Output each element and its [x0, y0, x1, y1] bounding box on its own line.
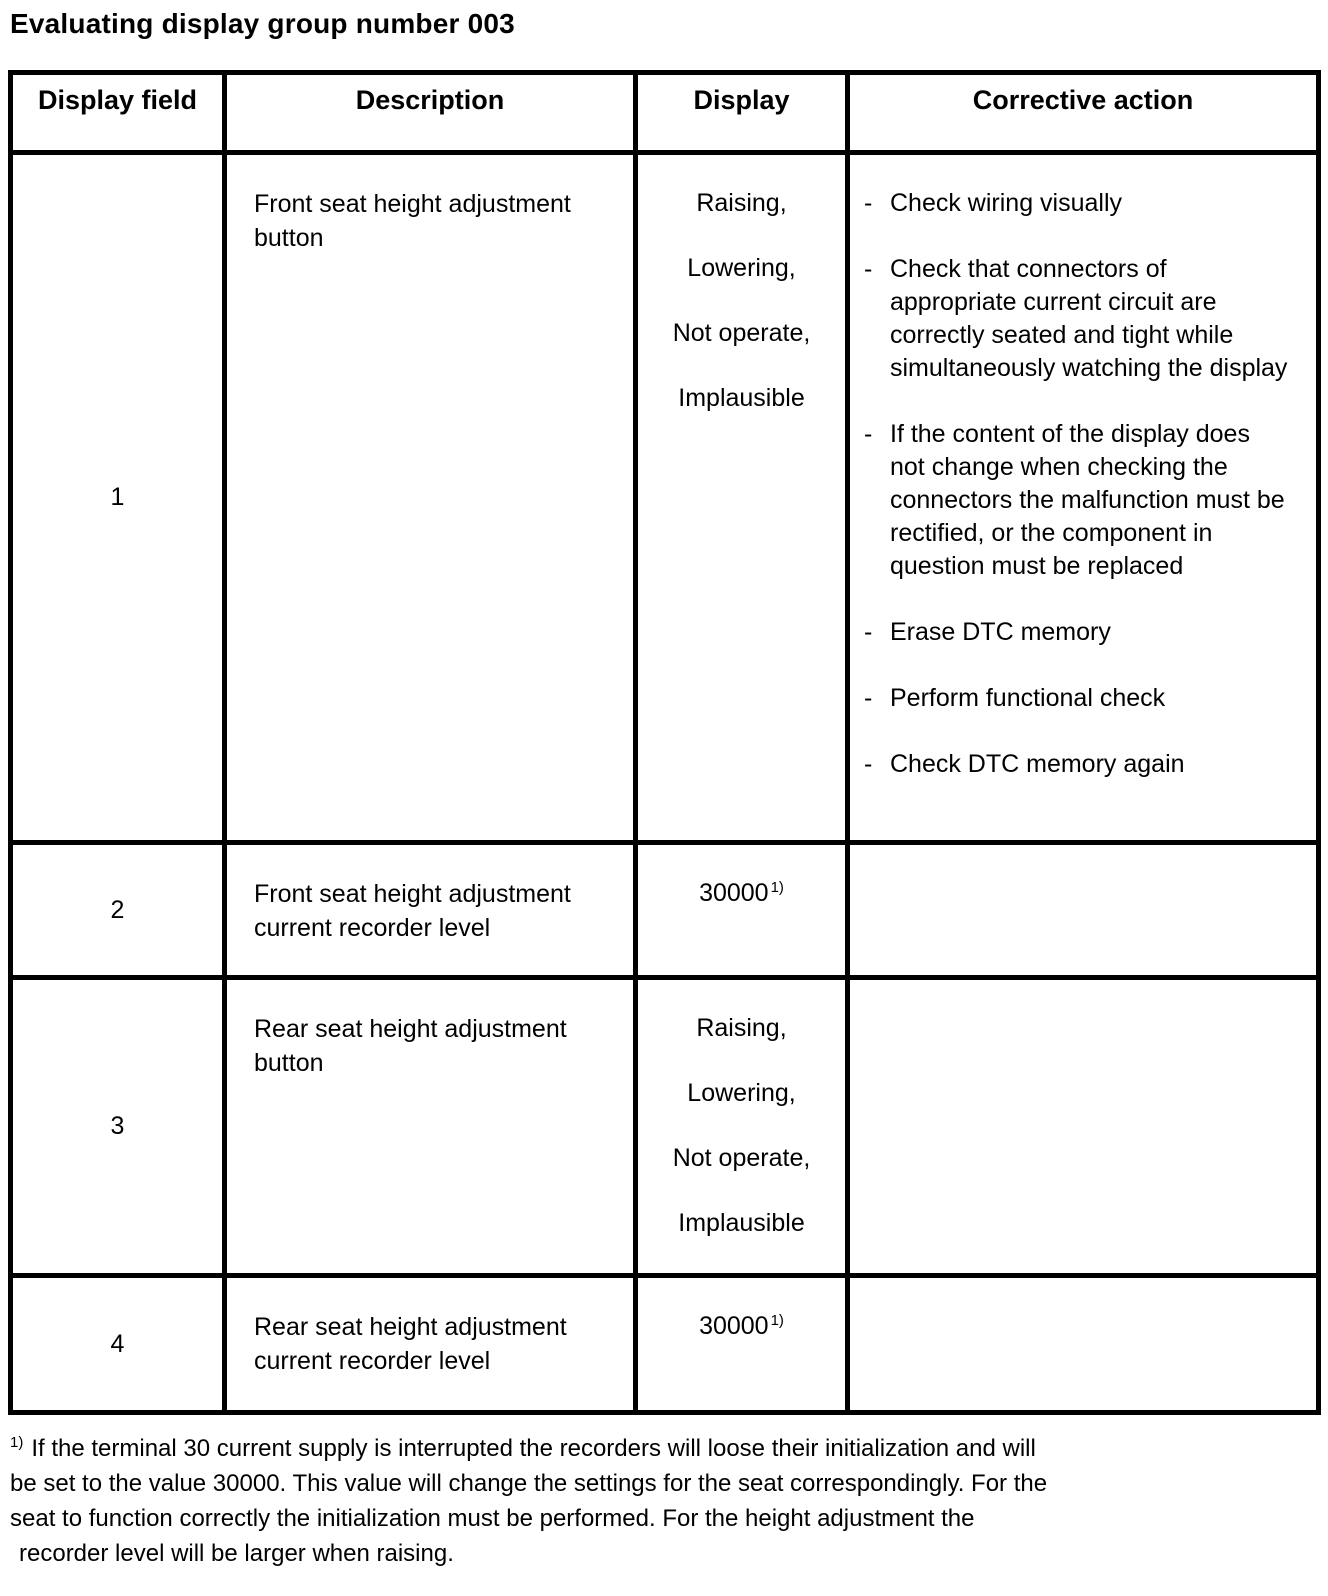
- display-item: Lowering,: [687, 254, 796, 282]
- column-header-display-field: Display field: [11, 73, 225, 153]
- corrective-action-item: [864, 682, 1288, 715]
- table-row: [11, 978, 1319, 1276]
- corrective-action-text: Check that connectors of appropriate current circuit are correctly seated and tight while simultaneously watching the display: [890, 255, 1288, 382]
- display-item: Lowering,: [687, 1079, 796, 1107]
- dash-bullet: -: [864, 684, 873, 712]
- display-field-cell: 3: [11, 978, 225, 1276]
- display-item: Implausible: [678, 1209, 805, 1237]
- corrective-action-cell: [848, 153, 1319, 843]
- corrective-action-item: [864, 616, 1288, 649]
- dash-bullet: -: [864, 750, 873, 778]
- footnote-line: be set to the value 30000. This value will change the settings for the seat correspondingly. For the: [10, 1470, 1048, 1497]
- description-cell: Front seat height adjustment button: [225, 153, 636, 843]
- dash-bullet: -: [864, 420, 873, 448]
- description-cell: Rear seat height adjustment button: [225, 978, 636, 1276]
- footnote-line: seat to function correctly the initialization must be performed. For the height adjustment the: [10, 1505, 975, 1532]
- display-cell: [636, 978, 848, 1276]
- display-field-cell: 1: [11, 153, 225, 843]
- table-body: [11, 153, 1319, 1413]
- display-field-cell: 2: [11, 843, 225, 978]
- corrective-action-item: [864, 253, 1288, 385]
- corrective-action-item: [864, 748, 1288, 781]
- corrective-action-item: [864, 187, 1288, 220]
- display-field-cell: 4: [11, 1276, 225, 1413]
- corrective-action-cell: [848, 843, 1319, 978]
- footnote-line: recorder level will be larger when raising.: [19, 1540, 454, 1567]
- column-header-display: Display: [636, 73, 848, 153]
- table-header-row: [11, 73, 1319, 153]
- display-item: Implausible: [678, 384, 805, 412]
- table-row: [11, 843, 1319, 978]
- display-item: Raising,: [696, 189, 787, 217]
- corrective-action-text: Perform functional check: [890, 684, 1166, 712]
- description-cell: Front seat height adjustment current recorder level: [225, 843, 636, 978]
- display-item: Not operate,: [672, 1144, 811, 1172]
- dash-bullet: -: [864, 189, 873, 217]
- column-header-description: Description: [225, 73, 636, 153]
- corrective-action-cell: [848, 1276, 1319, 1413]
- evaluation-table: [8, 70, 1321, 1415]
- display-cell: [636, 843, 848, 978]
- display-value: 30000 $^{1)}$: [699, 1311, 784, 1340]
- footnote-line: [10, 1431, 1328, 1466]
- corrective-action-cell: [848, 978, 1319, 1276]
- dash-bullet: -: [864, 618, 873, 646]
- column-header-corrective-action: Corrective action: [848, 73, 1319, 153]
- footnote-marker: 1): [10, 1434, 24, 1451]
- description-cell: Rear seat height adjustment current recorder level: [225, 1276, 636, 1413]
- footnote-text: If the terminal 30 current supply is interrupted the recorders will loose their initialization and will: [31, 1435, 1036, 1462]
- corrective-action-text: If the content of the display does not change when checking the connectors the malfunction must be rectified, or the component in question must be replaced: [890, 420, 1285, 580]
- footnote: [10, 1431, 1328, 1571]
- display-cell: [636, 1276, 848, 1413]
- display-value: 30000 $^{1)}$: [699, 878, 784, 907]
- footnote-reference: 1): [770, 878, 784, 896]
- display-cell: [636, 153, 848, 843]
- corrective-action-text: Erase DTC memory: [890, 618, 1111, 646]
- table-row: [11, 153, 1319, 843]
- corrective-action-text: Check DTC memory again: [890, 750, 1185, 778]
- corrective-action-text: Check wiring visually: [890, 189, 1123, 217]
- display-item: Raising,: [696, 1014, 787, 1042]
- display-item: Not operate,: [672, 319, 811, 347]
- table-row: [11, 1276, 1319, 1413]
- page-title: Evaluating display group number 003: [10, 8, 515, 39]
- corrective-action-item: [864, 418, 1288, 583]
- dash-bullet: -: [864, 255, 873, 283]
- footnote-reference: 1): [770, 1311, 784, 1329]
